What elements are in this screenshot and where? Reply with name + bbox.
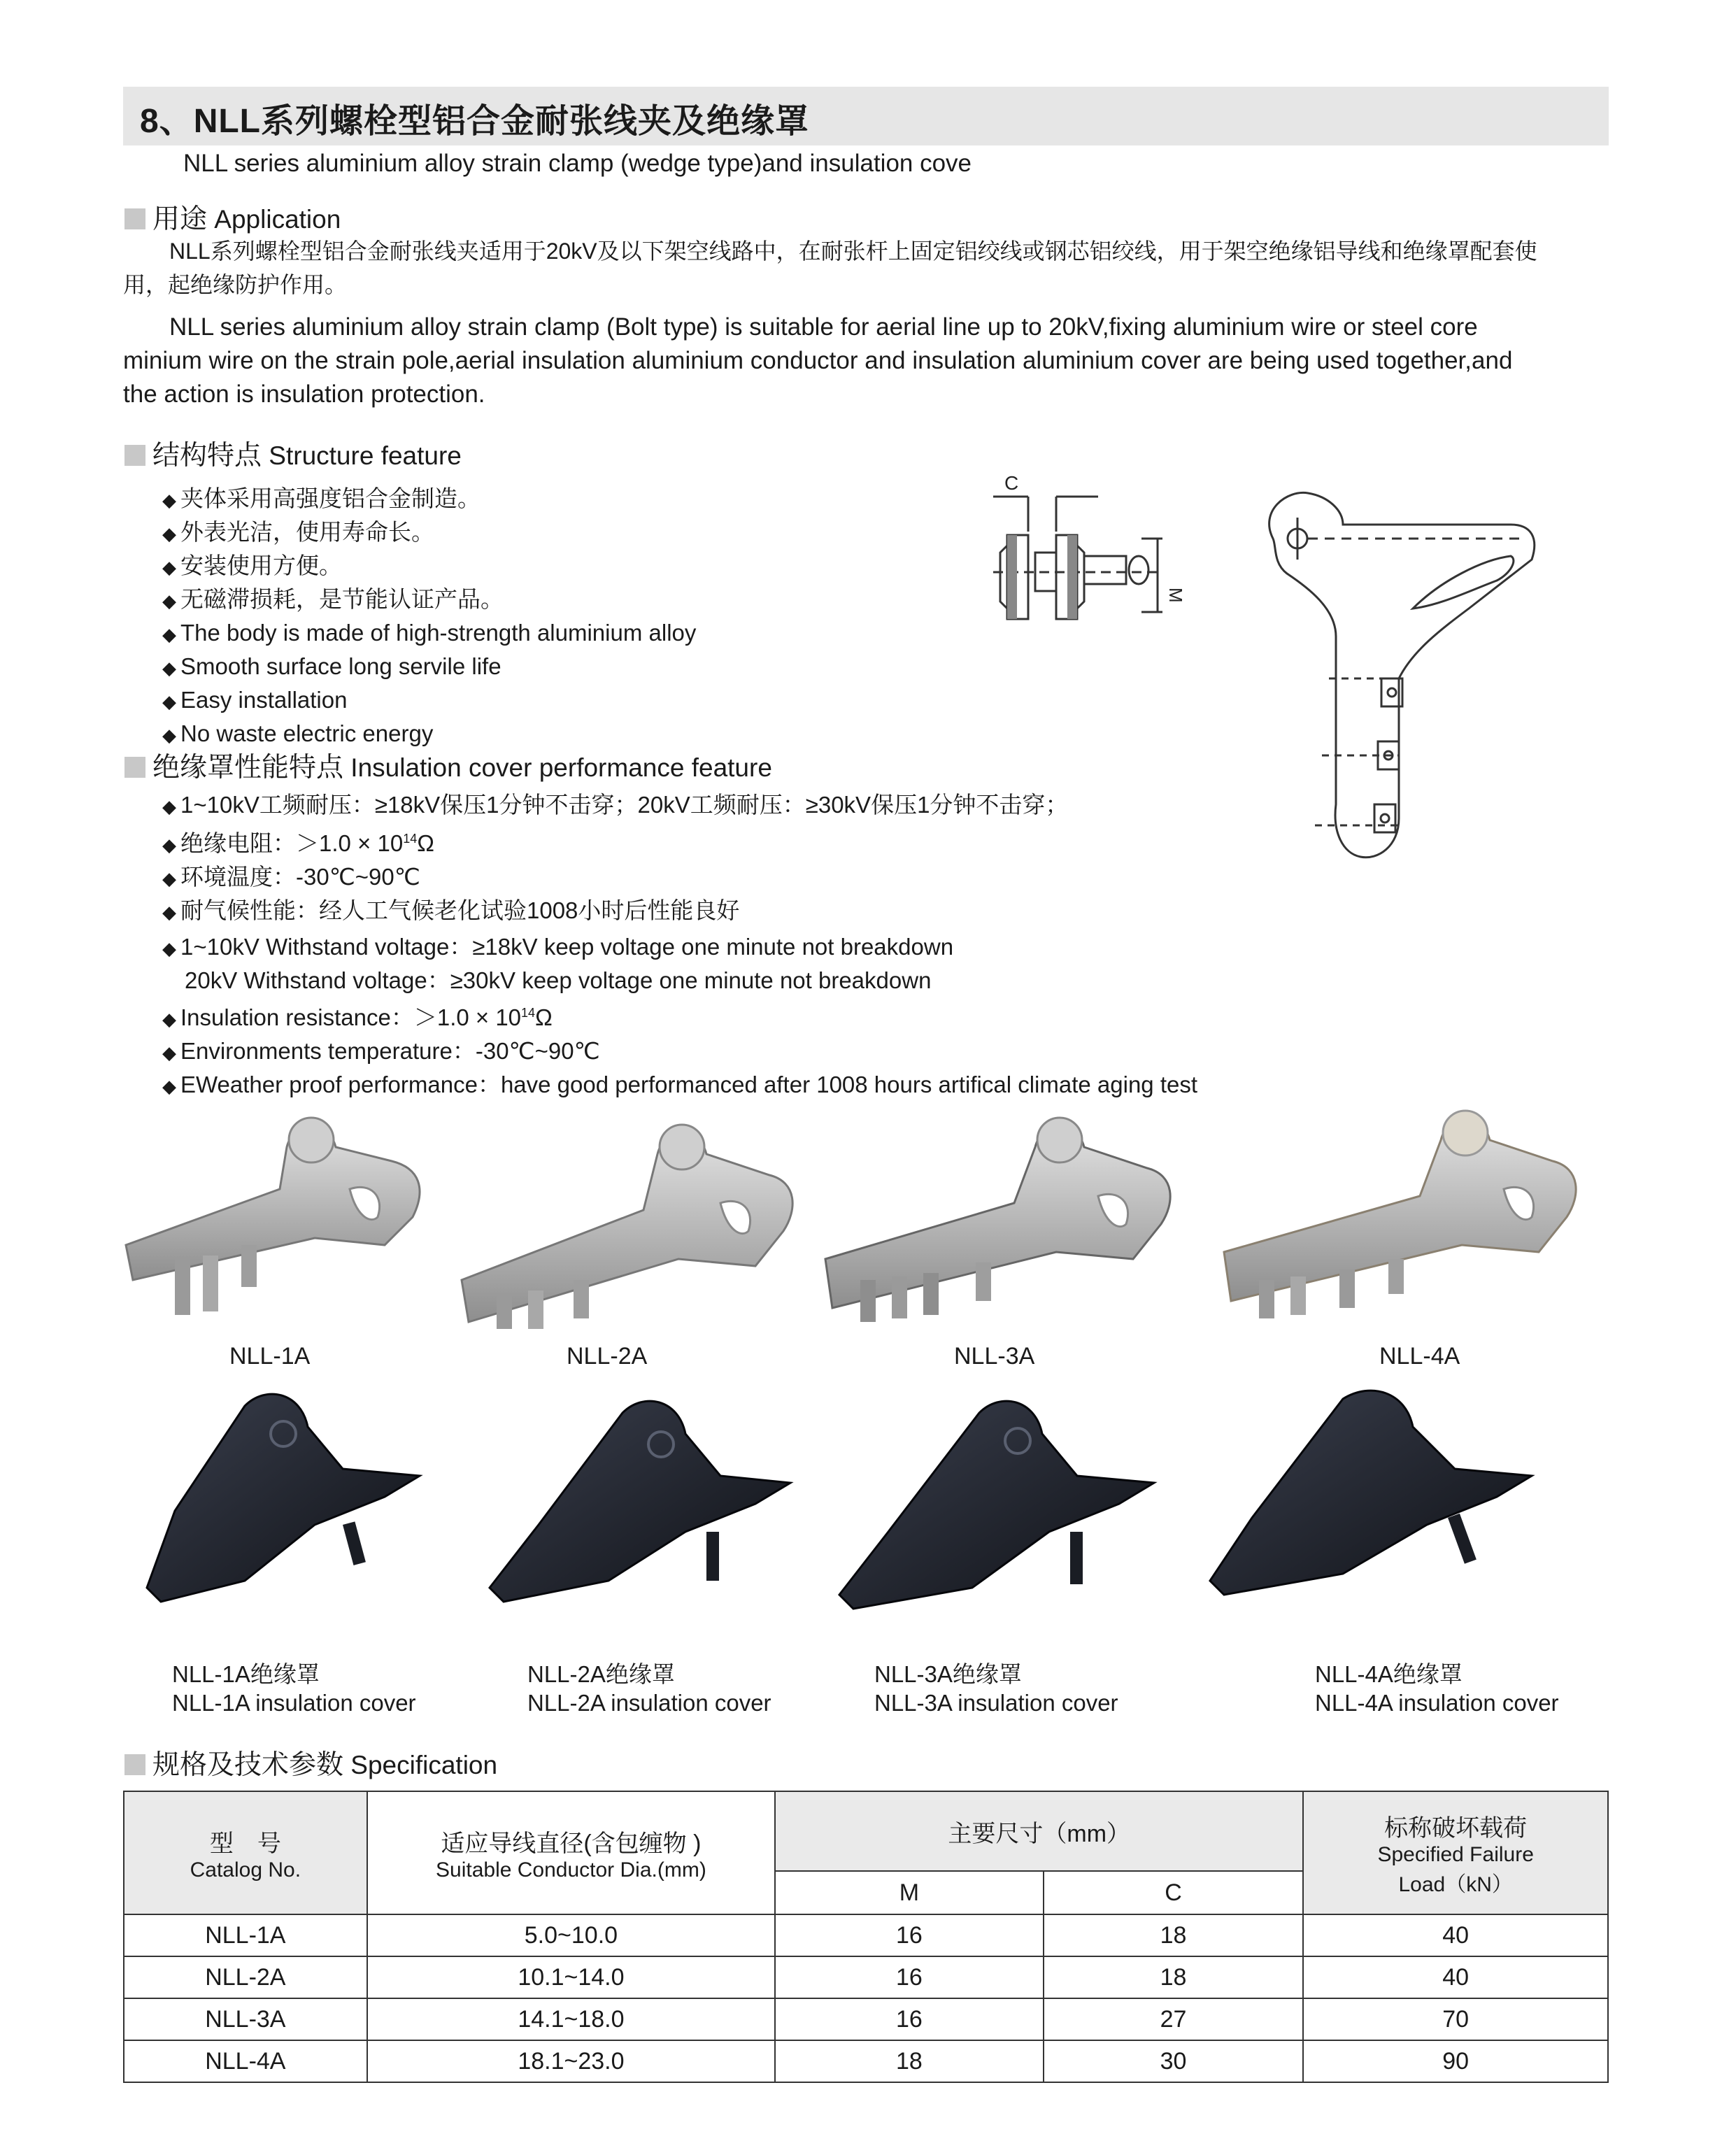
cell-model: NLL-1A	[124, 1914, 367, 1956]
page-subtitle: NLL series aluminium alloy strain clamp (wedge type)and insulation cove	[183, 150, 972, 177]
list-item: ◆ 外表光洁，使用寿命长。	[162, 519, 434, 545]
cell-model: NLL-4A	[124, 2040, 367, 2082]
cell-dia: 5.0~10.0	[367, 1914, 775, 1956]
cell-c: 18	[1044, 1914, 1304, 1956]
list-item: ◆ 安装使用方便。	[162, 553, 342, 578]
table-header-row	[124, 1791, 1608, 1871]
list-item: 20kV Withstand voltage：≥30kV keep voltage one minute not breakdown	[185, 967, 932, 993]
list-item: ◆ 1~10kV Withstand voltage：≥18kV keep voltage one minute not breakdown	[162, 934, 954, 960]
cell-model: NLL-3A	[124, 1998, 367, 2040]
application-cn-line1: NLL系列螺栓型铝合金耐张线夹适用于20kV及以下架空线路中，在耐张杆上固定铝绞线或钢芯铝绞线，用于架空绝缘铝导线和绝缘罩配套使	[169, 239, 1537, 264]
product-label-nll-3a: NLL-3A	[954, 1343, 1035, 1370]
cell-dia: 10.1~14.0	[367, 1956, 775, 1998]
clamp-photo-nll-1a	[126, 1118, 420, 1315]
insulation-cover-photo-nll-1a	[147, 1394, 420, 1602]
cell-m: 16	[775, 1956, 1044, 1998]
cell-c: 18	[1044, 1956, 1304, 1998]
product-label-nll-2a: NLL-2A	[567, 1343, 648, 1370]
cell-load: 90	[1303, 2040, 1608, 2082]
list-item: ◆ Environments temperature：-30℃~90℃	[162, 1038, 600, 1064]
dimension-label-m: M	[1165, 588, 1186, 603]
insulation-cover-photo-nll-3a	[839, 1401, 1154, 1609]
list-item: ◆ 绝缘电阻：$>1.0 \times 10^{14}\Omega$	[162, 830, 434, 856]
list-item: ◆ EWeather proof performance：have good performanced after 1008 hours artifical climate aging test	[162, 1072, 1198, 1097]
product-label-nll-4a: NLL-4A	[1379, 1343, 1460, 1370]
cover-label-cn-nll-3a: NLL-3A绝缘罩	[874, 1661, 1022, 1687]
header-conductor-dia: 适应导线直径(含包缠物 ) Suitable Conductor Dia.(mm)	[367, 1791, 775, 1914]
list-item: ◆ The body is made of high-strength aluminium alloy	[162, 620, 697, 646]
section-marker	[124, 757, 145, 778]
section-marker	[124, 1754, 145, 1775]
cover-label-cn-nll-4a: NLL-4A绝缘罩	[1315, 1661, 1463, 1687]
clamp-photo-nll-2a	[462, 1125, 792, 1329]
application-en-line2: minium wire on the strain pole,aerial insulation aluminium conductor and insulation aluminium cover are being used together,and	[123, 347, 1513, 374]
list-item: ◆ No waste electric energy	[162, 720, 434, 746]
specification-table	[123, 1791, 1609, 2083]
header-main-dimensions: 主要尺寸（mm）	[775, 1791, 1303, 1871]
cover-label-cn-nll-2a: NLL-2A绝缘罩	[527, 1661, 675, 1687]
cell-load: 40	[1303, 1914, 1608, 1956]
cell-dia: 18.1~23.0	[367, 2040, 775, 2082]
cell-model: NLL-2A	[124, 1956, 367, 1998]
table-row	[124, 2040, 1608, 2082]
cell-load: 70	[1303, 1998, 1608, 2040]
specification-heading: 规格及技术参数 Specification	[124, 1743, 497, 1782]
clamp-photos	[119, 1105, 1616, 1329]
section-marker	[124, 445, 145, 466]
cover-label-cn-nll-1a: NLL-1A绝缘罩	[172, 1661, 320, 1687]
clamp-photo-nll-3a	[825, 1118, 1170, 1322]
cover-label-en-nll-4a: NLL-4A insulation cover	[1315, 1690, 1559, 1716]
cover-label-en-nll-1a: NLL-1A insulation cover	[172, 1690, 416, 1716]
product-label-nll-1a: NLL-1A	[229, 1343, 311, 1370]
page-title: 8、NLL系列螺栓型铝合金耐张线夹及绝缘罩	[140, 103, 810, 140]
cell-m: 16	[775, 1998, 1044, 2040]
header-catalog-no: 型 号 Catalog No.	[124, 1791, 367, 1914]
cover-label-en-nll-2a: NLL-2A insulation cover	[527, 1690, 771, 1716]
insulation-cover-photo-nll-2a	[490, 1401, 790, 1602]
structure-list	[162, 483, 696, 751]
cell-c: 27	[1044, 1998, 1304, 2040]
list-item: ◆ 无磁滞损耗，是节能认证产品。	[162, 586, 504, 612]
header-c: C	[1044, 1871, 1304, 1914]
insulation-list	[162, 789, 1197, 1102]
cell-load: 40	[1303, 1956, 1608, 1998]
section-marker	[124, 208, 145, 229]
list-item: ◆ Easy installation	[162, 687, 348, 713]
structure-heading: 结构特点 Structure feature	[124, 434, 462, 473]
list-item: ◆ Smooth surface long servile life	[162, 653, 501, 679]
header-failure-load: 标称破坏载荷 Specified Failure Load（kN）	[1303, 1791, 1608, 1914]
application-cn-line2: 用，起绝缘防护作用。	[123, 272, 348, 297]
insulation-cover-photo-nll-4a	[1210, 1390, 1532, 1595]
list-item: ◆ Insulation resistance：$>1.0 \times 10^{14}\Omega$	[162, 1004, 553, 1030]
table-row	[124, 1956, 1608, 1998]
cell-m: 16	[775, 1914, 1044, 1956]
cell-m: 18	[775, 2040, 1044, 2082]
dimension-label-c: C	[1004, 472, 1019, 494]
insulation-heading: 绝缘罩性能特点 Insulation cover performance feature	[124, 746, 772, 785]
header-m: M	[775, 1871, 1044, 1914]
clamp-photo-nll-4a	[1224, 1111, 1576, 1318]
application-en-line3: the action is insulation protection.	[123, 380, 485, 408]
table-row	[124, 1998, 1608, 2040]
list-item: ◆ 耐气候性能：经人工气候老化试验1008小时后性能良好	[162, 897, 740, 923]
list-item: ◆ 1~10kV工频耐压：≥18kV保压1分钟不击穿；20kV工频耐压：≥30kV保压1分钟不击穿；	[162, 792, 1069, 818]
cell-c: 30	[1044, 2040, 1304, 2082]
application-en-line1: NLL series aluminium alloy strain clamp (Bolt type) is suitable for aerial line up to 20kV,fixing aluminium wire or steel core	[169, 313, 1478, 341]
table-row	[124, 1914, 1608, 1956]
cover-label-en-nll-3a: NLL-3A insulation cover	[874, 1690, 1118, 1716]
insulation-cover-photos	[133, 1385, 1609, 1623]
list-item: ◆ 环境温度：-30℃~90℃	[162, 864, 420, 890]
cell-dia: 14.1~18.0	[367, 1998, 775, 2040]
application-heading: 用途 Application	[124, 197, 341, 236]
list-item: ◆ 夹体采用高强度铝合金制造。	[162, 485, 481, 511]
